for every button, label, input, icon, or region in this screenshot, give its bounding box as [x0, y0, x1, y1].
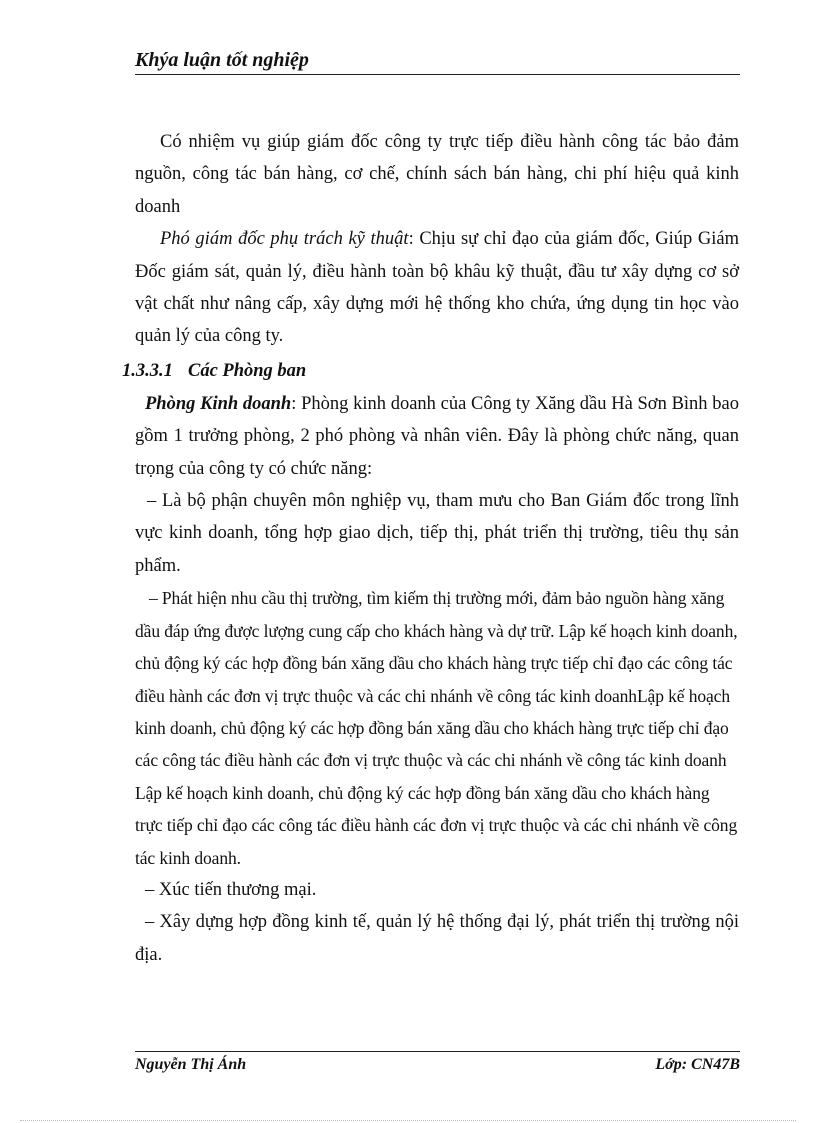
- dept-label: Phòng Kinh doanh: [145, 393, 292, 414]
- list-item: – Xúc tiến thương mại.: [145, 879, 317, 900]
- page-footer: [135, 1051, 740, 1074]
- header-title: Khýa luận tốt nghiệp: [135, 49, 309, 71]
- footer-class: Lớp: CN47B: [655, 1056, 740, 1073]
- list-item: – Là bộ phận chuyên môn nghiệp vụ, tham mưu cho Ban Giám đốc trong lĩnh vực kinh doanh, tổng hợp giao dịch, tiếp thị, phát triển thị trường, tiêu thụ sản phẩm.: [135, 491, 739, 576]
- paragraph-duties: Có nhiệm vụ giúp giám đốc công ty trực tiếp điều hành công tác bảo đảm nguồn, công tác bán hàng, cơ chế, chính sách bán hàng, chi phí hiệu quả kinh doanh: [135, 132, 739, 217]
- role-label: Phó giám đốc phụ trách kỹ thuật: [160, 229, 409, 250]
- role-description: : Chịu sự chỉ đạo của giám đốc, Giúp Giám Đốc giám sát, quản lý, điều hành toàn bộ khâu kỹ thuật, đầu tư xây dựng cơ sở vật chất như nâng cấp, xây dựng mới hệ thống kho chứa, ứng dụng tin học vào quản lý của công ty.: [135, 229, 740, 347]
- page-bottom-divider: [20, 1120, 796, 1121]
- list-item: – Xây dựng hợp đồng kinh tế, quản lý hệ thống đại lý, phát triển thị trường nội địa.: [135, 912, 739, 965]
- page-body: [122, 126, 740, 971]
- list-item: – Phát hiện nhu cầu thị trường, tìm kiếm thị trường mới, đảm bảo nguồn hàng xăng dầu đáp ứng được lượng cung cấp cho khách hàng và dự trữ. Lập kế hoạch kinh doanh, chủ động ký các hợp đồng bán xăng dầu cho khách hàng trực tiếp chỉ đạo các công tác điều hành các đơn vị trực thuộc và các chi nhánh về công tác kinh doanhLập kế hoạch kinh doanh, chủ động ký các hợp đồng bán xăng dầu cho khách hàng trực tiếp chỉ đạo các công tác điều hành các đơn vị trực thuộc và các chi nhánh về công tác kinh doanh: [135, 588, 738, 771]
- section-heading: [122, 355, 739, 387]
- section-title: Các Phòng ban: [188, 360, 307, 381]
- footer-author: Nguyễn Thị Ánh: [135, 1056, 247, 1073]
- section-number: 1.3.3.1: [122, 360, 173, 381]
- page-header: [135, 48, 740, 75]
- dept-description: : Phòng kinh doanh của Công ty Xăng dầu Hà Sơn Bình bao gồm 1 trưởng phòng, 2 phó phòng và nhân viên. Đây là phòng chức năng, quan trọng của công ty có chức năng:: [135, 393, 739, 479]
- paragraph-business-dept: [135, 388, 739, 485]
- list-item-continuation: Lập kế hoạch kinh doanh, chủ động ký các hợp đồng bán xăng dầu cho khách hàng trực tiếp chỉ đạo các công tác điều hành các đơn vị trực thuộc và các chi nhánh về công tác kinh doanh.: [135, 782, 738, 868]
- paragraph-technical-deputy: [135, 223, 739, 353]
